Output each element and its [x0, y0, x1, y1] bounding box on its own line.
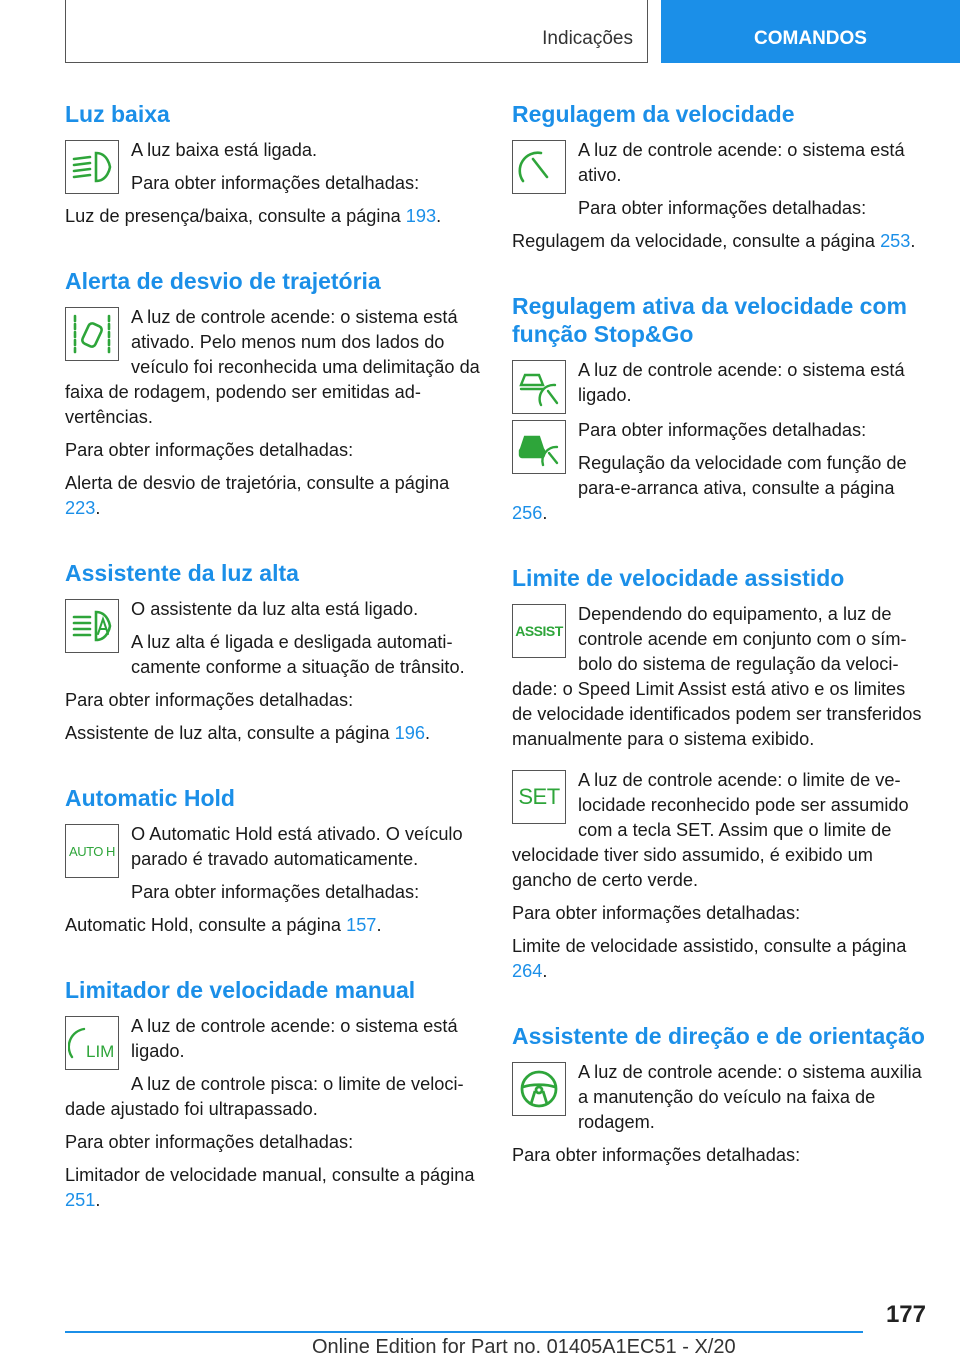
paragraph: Para obter informações detalhadas: [578, 420, 867, 440]
page-link[interactable]: 193 [405, 206, 437, 226]
assist-icon [512, 604, 566, 658]
speed-limiter-icon [65, 1016, 119, 1070]
reference: Assistente de luz alta, consulte a página 196. [65, 723, 431, 743]
section-title: Indicações [542, 28, 633, 49]
high-beam-assistant-icon [65, 599, 119, 653]
paragraph: Para obter informações detalhadas: [65, 1132, 354, 1152]
section-heading: Limite de velocidade assistido [512, 565, 845, 591]
paragraph: O assistente da luz alta está ligado. [131, 599, 419, 619]
section-heading: Assistente de direção e de orientação [512, 1023, 925, 1049]
page-link[interactable]: 157 [346, 915, 377, 935]
page-link[interactable]: 253 [880, 231, 911, 251]
reference: Luz de presença/baixa, consulte a página 193. [65, 206, 442, 226]
acc-icon [512, 360, 566, 414]
entry-manual-speed-limiter [65, 976, 480, 1221]
reference: Alerta de desvio de trajetória, consulte a página 223. [65, 473, 450, 518]
section-heading: Alerta de desvio de trajetória [65, 268, 381, 294]
entry-lane-departure [65, 267, 480, 529]
cruise-control-icon [512, 140, 566, 194]
page-link[interactable]: 264 [512, 961, 543, 981]
icon-label: LIM [86, 1042, 115, 1061]
auto-hold-icon [65, 824, 119, 878]
paragraph: A luz de controle acende: o limite de velocidade reconhecido pode ser assumido com a tecla SET. Assim que o limite de velocidade tiver sido assumido, é exibido um gancho de certo verde. [512, 770, 909, 890]
entry-active-cruise-control [512, 292, 930, 534]
left-column [65, 100, 480, 1251]
paragraph: A luz baixa está ligada. [131, 140, 318, 160]
paragraph: Para obter informações detalhadas: [65, 690, 354, 710]
reference: Regulação da velocidade com função de para-e-arranca ativa, consulte a página 256. [512, 453, 907, 523]
paragraph: A luz de controle acende: o sistema está ativado. Pelo menos num dos lados do veículo foi reconhecida uma delimitação da faixa de rodagem, podendo ser emitidas advertências. [65, 307, 480, 427]
footer-divider [65, 1331, 863, 1333]
page-link[interactable]: 251 [65, 1190, 96, 1210]
header-frame [65, 0, 648, 63]
low-beam-icon [65, 140, 119, 194]
reference: Limitador de velocidade manual, consulte a página 251. [65, 1165, 475, 1210]
paragraph: Dependendo do equipamento, a luz de controle acende em conjunto com o símbolo do sistema de regulação da velocidade: o Speed Limit Assist está ativo e os limites de velocidade identificados podem ser transferidos manualmente para o sistema exibido. [512, 604, 922, 749]
paragraph: O Automatic Hold está ativado. O veículo parado é travado automaticamente. [131, 824, 463, 869]
paragraph: Para obter informações detalhadas: [131, 173, 420, 193]
page-link[interactable]: 223 [65, 498, 96, 518]
page-header [0, 0, 960, 66]
entry-steering-assistant [512, 1022, 930, 1168]
page-link[interactable]: 256 [512, 503, 543, 523]
reference: Limite de velocidade assistido, consulte a página 264. [512, 936, 907, 981]
section-heading: Automatic Hold [65, 785, 235, 811]
section-heading: Regulagem ativa da velocidade com função Stop&Go [512, 293, 907, 347]
page-link[interactable]: 196 [394, 723, 425, 743]
section-heading: Luz baixa [65, 101, 170, 127]
acc-vehicle-detected-icon [512, 420, 566, 474]
section-heading: Regulagem da velocidade [512, 101, 795, 127]
paragraph: Para obter informações detalhadas: [512, 1145, 801, 1165]
section-heading: Assistente da luz alta [65, 560, 299, 586]
paragraph: A luz alta é ligada e desligada automaticamente conforme a situação de trânsito. [131, 632, 465, 677]
reference: Automatic Hold, consulte a página 157. [65, 915, 382, 935]
paragraph: A luz de controle acende: o sistema auxilia a manutenção do veículo na faixa de rodagem. [578, 1062, 922, 1132]
paragraph: Para obter informações detalhadas: [512, 903, 801, 923]
paragraph: Para obter informações detalhadas: [578, 198, 867, 218]
edition-text: Online Edition for Part no. 01405A1EC51 - X/20 [312, 1336, 736, 1358]
paragraph: Para obter informações detalhadas: [131, 882, 420, 902]
lane-departure-icon [65, 307, 119, 361]
right-column [512, 100, 930, 1198]
entry-speed-limit-assist [512, 564, 930, 992]
entry-high-beam-assistant [65, 559, 480, 754]
paragraph: Para obter informações detalhadas: [65, 440, 354, 460]
entry-cruise-control [512, 100, 930, 262]
chapter-tab: COMANDOS [661, 0, 960, 63]
reference: Regulagem da velocidade, consulte a página 253. [512, 231, 916, 251]
paragraph: A luz de controle pisca: o limite de velocidade ajustado foi ultrapassado. [65, 1074, 464, 1119]
paragraph: A luz de controle acende: o sistema está ligado. [131, 1016, 458, 1061]
icon-label: SET [518, 784, 560, 809]
paragraph: A luz de controle acende: o sistema está ativo. [578, 140, 905, 185]
page-number: 177 [885, 1301, 926, 1328]
icon-label: AUTO H [69, 843, 115, 859]
steering-wheel-icon [512, 1062, 566, 1116]
section-heading: Limitador de velocidade manual [65, 977, 416, 1003]
entry-low-beam [65, 100, 480, 237]
entry-automatic-hold [65, 784, 480, 946]
paragraph: A luz de controle acende: o sistema está ligado. [578, 360, 905, 405]
icon-label: ASSIST [515, 623, 563, 639]
set-icon [512, 770, 566, 824]
